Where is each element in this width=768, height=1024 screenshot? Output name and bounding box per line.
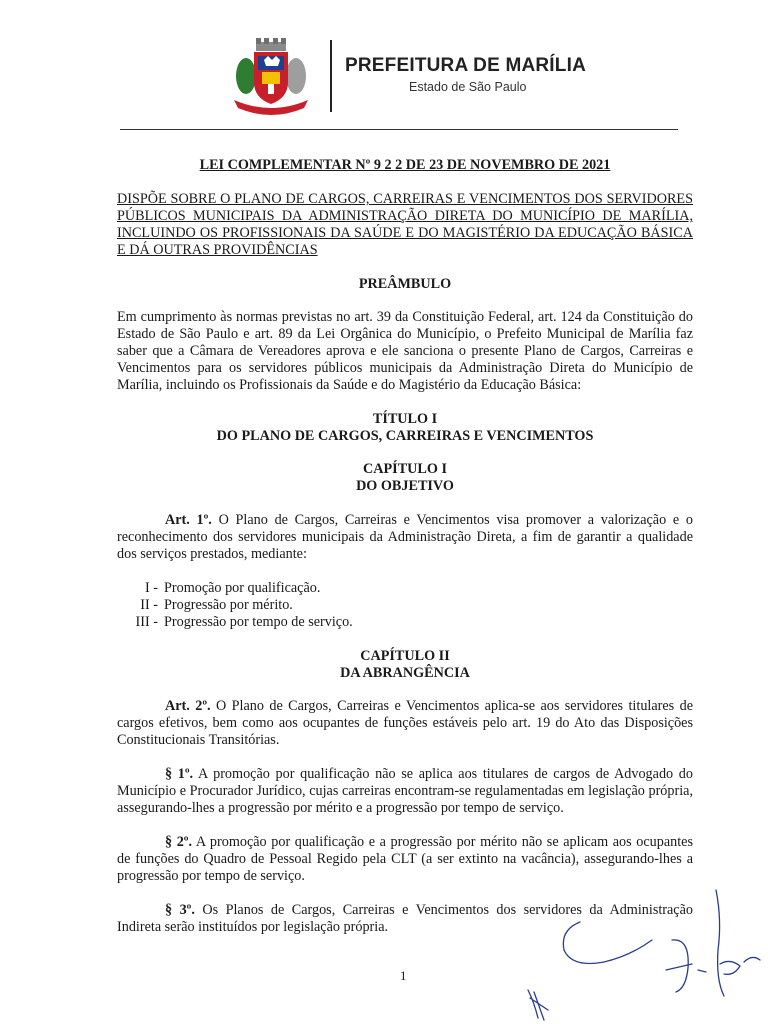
header-rule — [120, 129, 678, 130]
article-1-text: O Plano de Cargos, Carreiras e Vencimentos visa promover a valorização e o reconhecimento dos servidores municipais da Administração Direta, a fim de garantir a qualidade dos serviços prestados, mediante: — [117, 512, 694, 562]
list-item — [117, 597, 693, 614]
law-ementa: DISPÕE SOBRE O PLANO DE CARGOS, CARREIRAS E VENCIMENTOS DOS SERVIDORES PÚBLICOS MUNICIPAIS DA ADMINISTRAÇÃO DIRETA DO MUNICÍPIO DE MARÍLIA, INCLUINDO OS PROFISSIONAIS DA SAÚDE E DO MAGISTÉRIO DA EDUCAÇÃO BÁSICA E DÁ OUTRAS PROVIDÊNCIAS — [117, 191, 693, 258]
handwritten-signature-icon — [520, 880, 768, 1024]
org-state: Estado de São Paulo — [409, 80, 527, 94]
titulo-number: TÍTULO I — [372, 411, 438, 427]
list-item-number: II - — [140, 597, 158, 613]
document-body — [117, 150, 693, 936]
list-item-text: Promoção por qualificação. — [164, 580, 321, 596]
chapter-2-name: DA ABRANGÊNCIA — [340, 665, 470, 681]
page-number: 1 — [400, 968, 407, 983]
paragraph-2 — [117, 834, 693, 885]
preambulo-heading: PREÂMBULO — [358, 276, 452, 292]
titulo-name: DO PLANO DE CARGOS, CARREIRAS E VENCIMENTOS — [216, 428, 594, 444]
list-item-number: III - — [135, 614, 158, 630]
article-2-label: Art. 2º. — [165, 698, 211, 714]
article-2-text: O Plano de Cargos, Carreiras e Vencimentos aplica-se aos servidores titulares de cargos efetivos, bem como aos ocupantes de funções estáveis pelo art. 19 do Ato das Disposições Constitucionais Transitórias. — [117, 698, 694, 748]
list-item-text: Progressão por mérito. — [164, 597, 293, 613]
chapter-1-name: DO OBJETIVO — [356, 478, 454, 494]
list-item — [117, 614, 693, 631]
paragraph-1-text: A promoção por qualificação não se aplica aos titulares de cargos de Advogado do Município e Procurador Jurídico, cujas carreiras encontram-se regulamentadas em legislação própria, assegurando-lhes a progressão por mérito e a progressão por tempo de serviço. — [117, 766, 693, 816]
article-1-items — [117, 580, 693, 631]
org-name: PREFEITURA DE MARÍLIA — [345, 55, 586, 76]
city-coat-of-arms-icon — [228, 38, 314, 116]
paragraph-1 — [117, 766, 693, 817]
list-item-text: Progressão por tempo de serviço. — [164, 614, 353, 630]
paragraph-3-label: § 3º. — [165, 902, 195, 918]
list-item — [117, 580, 693, 597]
article-1-label: Art. 1º. — [165, 512, 212, 528]
law-title: LEI COMPLEMENTAR Nº 9 2 2 DE 23 DE NOVEMBRO DE 2021 — [199, 157, 611, 173]
paragraph-1-label: § 1º. — [165, 766, 194, 782]
preambulo-text: Em cumprimento às normas previstas no art. 39 da Constituição Federal, art. 124 da Constituição do Estado de São Paulo e art. 89 da Lei Orgânica do Município, o Prefeito Municipal de Marília faz saber que a Câmara de Vereadores aprova e ele sanciona o presente Plano de Cargos, Carreiras e Vencimentos para os servidores públicos municipais da Administração Direta do Município de Marília, incluindo os Profissionais da Saúde e do Magistério da Educação Básica: — [117, 309, 693, 393]
document-header — [0, 0, 768, 125]
chapter-2-number: CAPÍTULO II — [360, 648, 450, 664]
paragraph-3-text: Os Planos de Cargos, Carreiras e Vencimentos dos servidores da Administração Indireta serão instituídos por legislação própria. — [117, 902, 693, 935]
article-2 — [117, 698, 693, 749]
paragraph-2-label: § 2º. — [165, 834, 193, 850]
article-1 — [117, 512, 693, 563]
list-item-number: I - — [145, 580, 158, 596]
header-divider — [330, 40, 332, 112]
paragraph-2-text: A promoção por qualificação e a progressão por mérito não se aplicam aos ocupantes de funções do Quadro de Pessoal Regido pela CLT (a ser extinto na vacância), assegurando-lhes a progressão por tempo de serviço. — [117, 834, 693, 884]
chapter-1-number: CAPÍTULO I — [363, 461, 447, 477]
